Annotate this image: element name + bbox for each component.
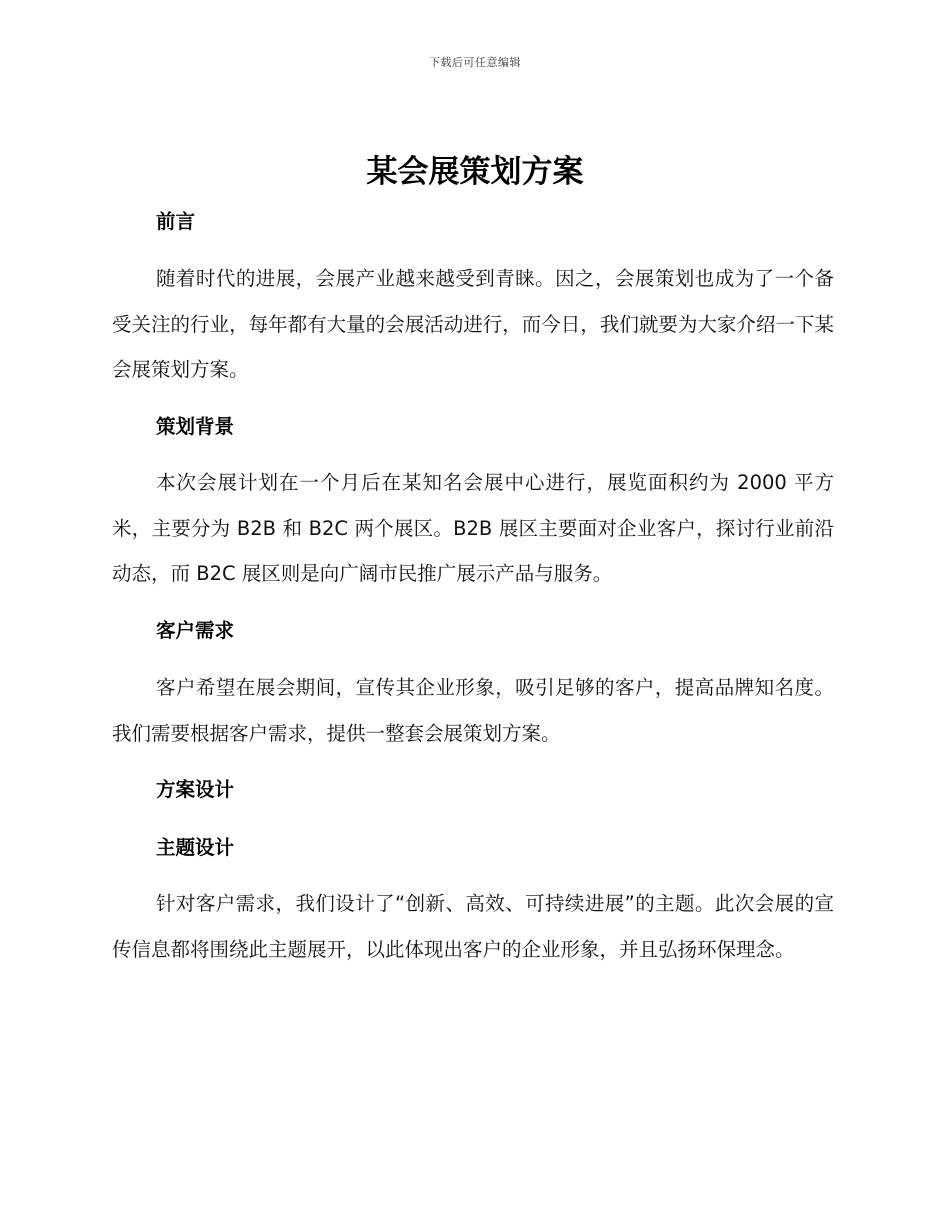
section-heading-client-needs: 客户需求 <box>156 619 235 642</box>
section-paragraph-client-needs: 客户希望在展会期间，宣传其企业形象，吸引足够的客户，提高品牌知名度。我们需要根据客户需求，提供一整套会展策划方案。 <box>112 676 834 745</box>
section-paragraph-theme-design: 针对客户需求，我们设计了“创新、高效、可持续进展”的主题。此次会展的宣传信息都将围绕此主题展开，以此体现出客户的企业形象，并且弘扬环保理念。 <box>112 892 834 961</box>
section-paragraph-preface: 随着时代的进展，会展产业越来越受到青睐。因之，会展策划也成为了一个备受关注的行业，每年都有大量的会展活动进行，而今日，我们就要为大家介绍一下某会展策划方案。 <box>112 267 834 381</box>
header-note: 下载后可任意编辑 <box>429 56 521 69</box>
section-paragraph-background: 本次会展计划在一个月后在某知名会展中心进行，展览面积约为 2000 平方米，主要分为 B2B 和 B2C 两个展区。B2B 展区主要面对企业客户，探讨行业前沿动态，而 B2C 展区则是向广阔市民推广展示产品与服务。 <box>112 471 834 585</box>
section-heading-theme-design: 主题设计 <box>156 836 235 859</box>
section-heading-plan-design: 方案设计 <box>156 778 235 801</box>
section-heading-background: 策划背景 <box>156 415 235 438</box>
section-heading-preface: 前言 <box>156 210 196 233</box>
document-title: 某会展策划方案 <box>366 154 584 190</box>
